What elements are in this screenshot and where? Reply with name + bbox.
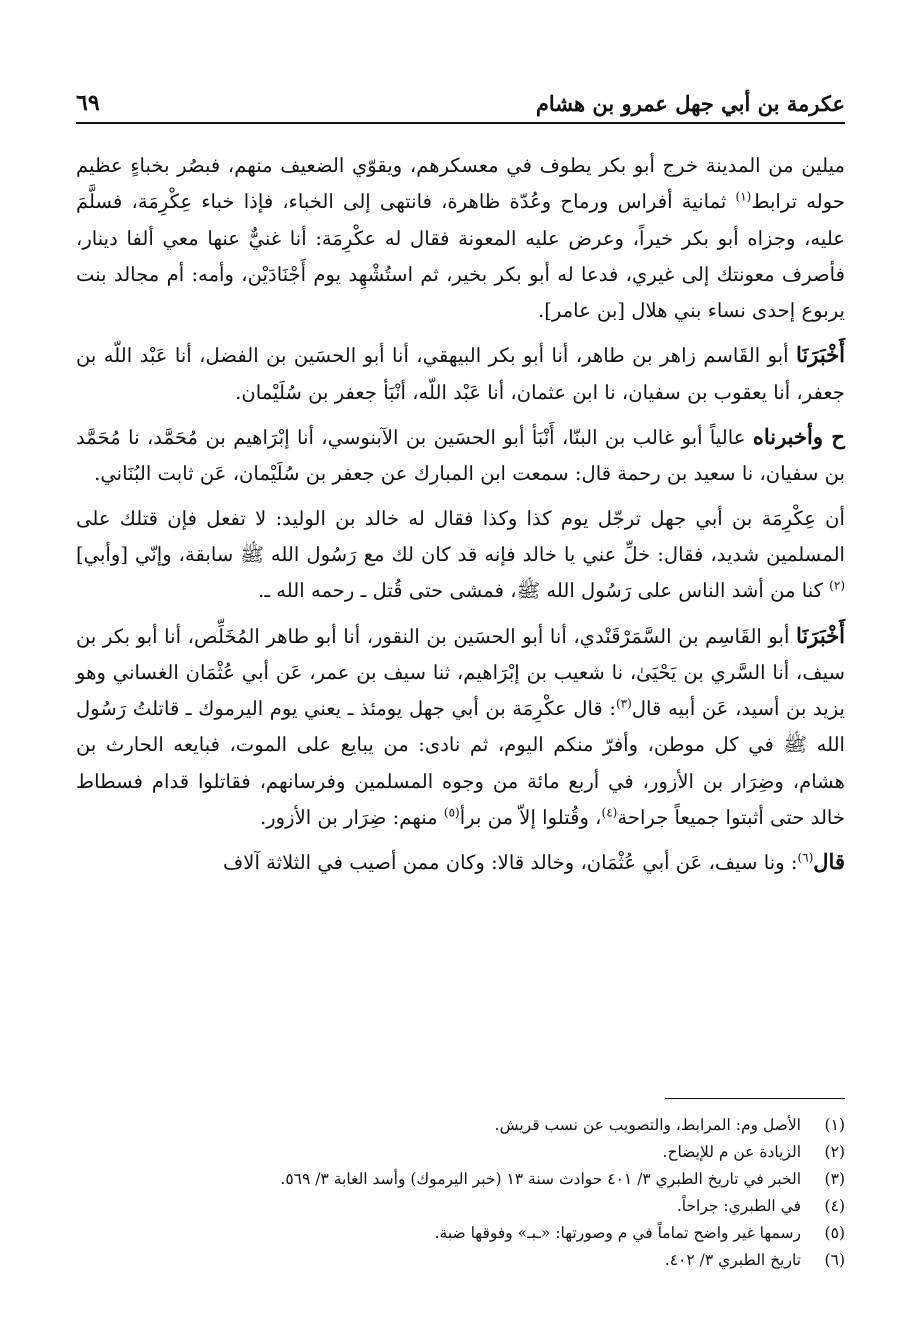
footnote-number: (٦) <box>824 1251 845 1269</box>
footnote-text: الأصل وم: المرابط، والتصويب عن نسب قريش. <box>494 1116 801 1134</box>
footnote-number: (١) <box>824 1116 845 1134</box>
isnad-lead: ح وأخبرناه <box>752 424 845 450</box>
paragraph-text: : قال عكْرِمَة بن أبي جهل يومئذ ـ يعني يوم اليرموك ـ قاتلتُ رَسُول الله ﷺ في كل موطن، وأفرّ منكم اليوم، ثم نادى: من يبايع على الموت، فبايعه الحارث بن هشام، وضِرَار بن الأزور، في أربع مائة من وجوه المسلمين وفرسانهم، فقاتلوا قدام فسطاط خالد حتى أثبتوا جميعاً جراحة <box>76 697 845 830</box>
footnote-item <box>120 1166 845 1193</box>
footnote-item <box>120 1193 845 1220</box>
paragraph-6 <box>76 844 845 881</box>
page-number: ٦٩ <box>76 90 100 116</box>
footnote-marker: (٤) <box>601 805 618 820</box>
paragraph-4 <box>76 501 845 610</box>
isnad-lead: أَخْبَرَنَا <box>796 342 845 368</box>
paragraph-text: ميلين من المدينة خرج أبو بكر يطوف في معسكرهم، ويقوّي الضعيف منهم، فبصُر بخباءٍ عظيم حوله ترابط <box>76 154 845 214</box>
paragraph-3 <box>76 419 845 493</box>
footnote-item <box>120 1247 845 1274</box>
footnote-number: (٤) <box>824 1197 845 1215</box>
footnote-number: (٢) <box>824 1143 845 1161</box>
footnote-marker: (٣) <box>615 696 632 711</box>
paragraph-1 <box>76 148 845 329</box>
isnad-lead: أَخْبَرَنَا <box>796 622 845 648</box>
paragraph-text: ثمانية أفراس ورماح وعُدّة ظاهرة، فانتهى إلى الخباء، فإذا خباء عِكْرِمَة، فسلَّمَ عليه، وجزاه أبو بكر خيراً، وعرض عليه المعونة فقال له عكْرِمَة: أنا غنيٌّ عنها معي ألفا دينار، فأصرف معونتك إلى غيري، فدعا له أبو بكر بخير، ثم استُشْهِد يوم أَجْنَادَيْن، وأمه: أم مجالد بنت يربوع إحدى نساء بني هلال [بن عامر]. <box>76 190 845 323</box>
footnote-item <box>120 1112 845 1139</box>
footnote-text: الخبر في تاريخ الطبري ٣/ ٤٠١ حوادث سنة ١٣ (خبر اليرموك) وأسد الغابة ٣/ ٥٦٩. <box>280 1170 801 1188</box>
main-text <box>76 148 845 882</box>
footnote-text: رسمها غير واضح تماماً في م وصورتها: «ـبـ» وفوقها ضبة. <box>434 1224 801 1242</box>
paragraph-5 <box>76 618 845 837</box>
running-title: عكرمة بن أبي جهل عمرو بن هشام <box>535 91 845 116</box>
footnote-marker: (٦) <box>797 850 814 865</box>
paragraph-2 <box>76 337 845 411</box>
footnote-item <box>120 1220 845 1247</box>
paragraph-text: أبو القَاسِم بن السَّمَرْقَنْدي، أنا أبو الحسَين بن النقور، أنا أبو طاهر المُخَلِّص، أنا أبو بكر بن سيف، أنا السَّري بن يَحْيَىٰ، نا شعيب بن إبْرَاهيم، ثنا سيف بن عمر، عَن أبي عُثْمَان الغساني وهو يزيد بن أسيد، عَن أبيه قال <box>76 624 845 721</box>
footnote-number: (٥) <box>824 1224 845 1242</box>
paragraph-text: ، وقُتلوا إلاّ من برأ <box>459 806 602 830</box>
footnotes <box>120 1112 845 1274</box>
footnote-number: (٣) <box>824 1170 845 1188</box>
isnad-lead: قال <box>813 849 845 875</box>
paragraph-text: كنا من أشد الناس على رَسُول الله ﷺ، فمشى حتى قُتل ـ رحمه الله ـ. <box>258 579 830 603</box>
paragraph-text: منهم: ضِرَار بن الأزور. <box>259 806 444 830</box>
paragraph-text: أن عِكْرِمَة بن أبي جهل ترجّل يوم كذا وكذا فقال له خالد بن الوليد: لا تفعل فإن قتلك على المسلمين شديد، فقال: خلِّ عني يا خالد فإنه قد كان لك مع رَسُول الله ﷺ سابقة، وإنّي [وأبي] <box>76 506 845 566</box>
footnote-text: في الطبري: جراحاً. <box>676 1197 801 1215</box>
footnote-marker: (٥) <box>443 805 460 820</box>
paragraph-text: عالياً أبو غالب بن البنّا، أَنْبَأ أبو الحسَين بن الآبنوسي، أنا إبْرَاهيم بن مُحَمَّد، نا مُحَمَّد بن سفيان، نا سعيد بن رحمة قال: سمعت ابن المبارك عن جعفر بن سُلَيْمان، عَن ثابت البُنَاني. <box>76 426 845 486</box>
running-header <box>76 76 845 124</box>
footnote-item <box>120 1139 845 1166</box>
footnote-divider <box>665 1098 845 1099</box>
paragraph-text: أبو القَاسم زاهر بن طاهر، أنا أبو بكر البيهقي، أنا أبو الحسَين بن الفضل، أنا عَبْد اللّه بن جعفر، أنا يعقوب بن سفيان، نا ابن عثمان، أنا عَبْد اللّه، أنْبَأ جعفر بن سُلَيْمان. <box>76 344 845 404</box>
footnote-marker: (١) <box>735 189 752 204</box>
footnote-text: الزيادة عن م للإيضاح. <box>662 1143 801 1161</box>
paragraph-text: : ونا سيف، عَن أبي عُثْمَان، وخالد قالا: وكان ممن أصيب في الثلاثة آلاف <box>222 851 798 875</box>
footnote-marker: (٢) <box>829 578 845 593</box>
footnote-text: تاريخ الطبري ٣/ ٤٠٢. <box>664 1251 801 1269</box>
